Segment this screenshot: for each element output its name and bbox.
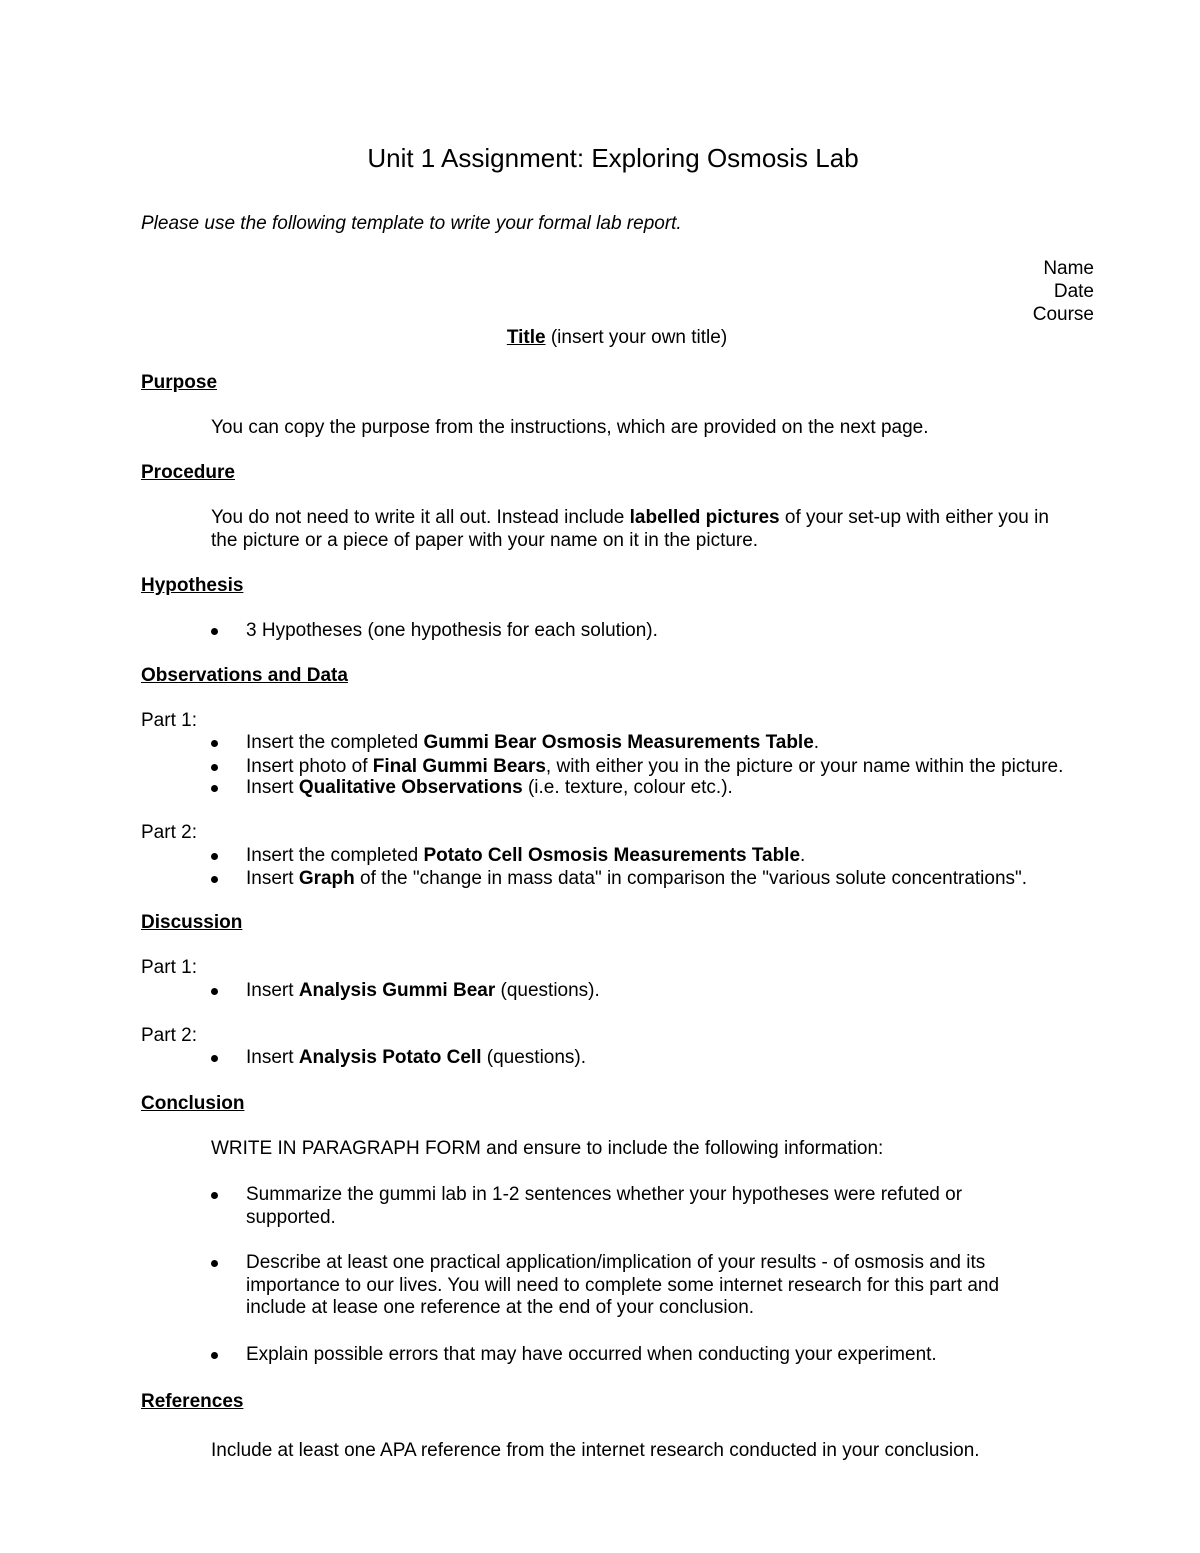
- procedure-text-post: of your set-up with either you in: [779, 507, 1049, 528]
- conclusion-intro: WRITE IN PARAGRAPH FORM and ensure to include the following information:: [211, 1138, 884, 1159]
- labelled-pictures-emphasis: labelled pictures: [629, 507, 780, 528]
- name-field: Name: [1043, 258, 1094, 279]
- bullet-icon: [211, 853, 218, 860]
- observations-part1-label: Part 1:: [141, 710, 197, 731]
- title-label: Title: [506, 327, 546, 348]
- observations-part2-label: Part 2:: [141, 822, 197, 843]
- date-field: Date: [1053, 281, 1094, 302]
- procedure-text-pre: You do not need to write it all out. Instead include: [211, 507, 630, 528]
- bullet-icon: [211, 876, 218, 883]
- observations-heading: Observations and Data: [141, 665, 348, 686]
- purpose-text: You can copy the purpose from the instructions, which are provided on the next page.: [211, 417, 929, 438]
- list-item-text: Insert Graph of the "change in mass data" in comparison the "various solute concentrations".: [246, 868, 1028, 889]
- list-item-text: Explain possible errors that may have occurred when conducting your experiment.: [246, 1344, 937, 1365]
- bullet-icon: [211, 1055, 218, 1062]
- bullet-icon: [211, 740, 218, 747]
- list-item-text: Describe at least one practical application/implication of your results - of osmosis and its importance to our lives. You will need to complete some internet research for this part and include at lease one reference at the end of your conclusion.: [246, 1252, 1000, 1318]
- purpose-heading: Purpose: [141, 372, 218, 393]
- bullet-icon: [211, 764, 218, 771]
- discussion-heading: Discussion: [141, 912, 243, 933]
- hypothesis-heading: Hypothesis: [141, 575, 244, 596]
- bullet-icon: [211, 988, 218, 995]
- references-text: Include at least one APA reference from the internet research conducted in your conclusion.: [211, 1440, 980, 1461]
- discussion-part2-label: Part 2:: [141, 1025, 197, 1046]
- references-heading: References: [141, 1391, 244, 1412]
- template-instruction: Please use the following template to write your formal lab report.: [141, 213, 682, 234]
- list-item-text: Summarize the gummi lab in 1-2 sentences whether your hypotheses were refuted or supported.: [246, 1184, 963, 1228]
- bullet-icon: [211, 785, 218, 792]
- conclusion-heading: Conclusion: [141, 1093, 245, 1114]
- list-item-text: Insert Analysis Potato Cell (questions).: [246, 1047, 587, 1068]
- procedure-text-line-2: the picture or a piece of paper with your name on it in the picture.: [211, 530, 759, 551]
- course-field: Course: [1032, 304, 1094, 325]
- list-item-text: Insert Qualitative Observations (i.e. texture, colour etc.).: [246, 777, 733, 798]
- procedure-heading: Procedure: [141, 462, 235, 483]
- bullet-icon: [211, 1260, 218, 1267]
- hypothesis-item-text: 3 Hypotheses (one hypothesis for each solution).: [246, 620, 658, 641]
- discussion-part1-label: Part 1:: [141, 957, 197, 978]
- document-title: Unit 1 Assignment: Exploring Osmosis Lab: [367, 143, 859, 173]
- list-item-text: Insert Analysis Gummi Bear (questions).: [246, 980, 600, 1001]
- bullet-icon: [211, 1352, 218, 1359]
- list-item-text: Insert photo of Final Gummi Bears, with either you in the picture or your name within the picture.: [246, 756, 1064, 777]
- bullet-icon: [211, 1192, 218, 1199]
- bullet-icon: [211, 628, 218, 635]
- report-title-line: [0, 327, 1200, 350]
- title-hint: (insert your own title): [545, 327, 728, 348]
- list-item-text: Insert the completed Potato Cell Osmosis Measurements Table.: [246, 845, 806, 866]
- procedure-text-line-1: [211, 507, 1049, 530]
- list-item-text: Insert the completed Gummi Bear Osmosis Measurements Table.: [246, 732, 820, 753]
